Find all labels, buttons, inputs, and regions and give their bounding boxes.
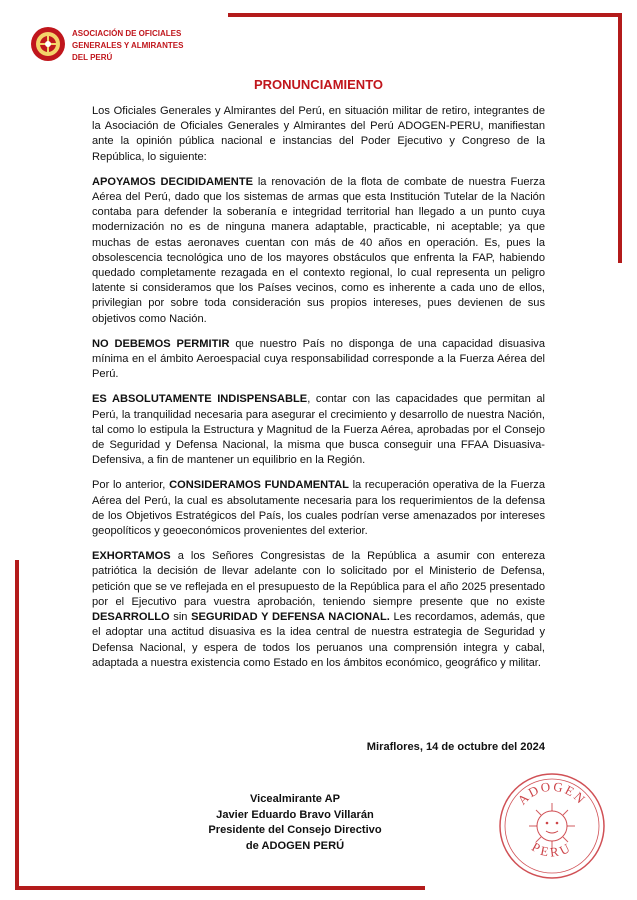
seal-top-text: ADOGEN xyxy=(514,778,590,808)
document-title: PRONUNCIAMIENTO xyxy=(253,77,384,92)
right-border-bar xyxy=(618,13,622,263)
paragraph-emphasis: DESARROLLO xyxy=(92,611,170,624)
paragraph-text: la recuperación operativa de la Fuerza Aérea del Perú, la cual es absolutamente necesaria para los requerimientos de la defensa de los Objetivos Estratégicos del País, los cuales podrían verse amenazados por intereses geopolíticos y geoeconómicos provenientes del exterior. xyxy=(92,479,546,538)
adogen-seal-icon xyxy=(497,771,607,881)
signature-block xyxy=(165,792,425,854)
document-body xyxy=(92,104,545,681)
org-name-line: GENERALES Y ALMIRANTES xyxy=(72,41,184,50)
signer-position: Presidente del Consejo Directivo xyxy=(208,824,382,836)
signer-rank: Vicealmirante AP xyxy=(249,793,341,805)
signer-organization: de ADOGEN PERÚ xyxy=(245,839,345,852)
paragraph-text: Les recordamos, además, que el adoptar una actitud disuasiva es la idea central de nuestra estrategia de Seguridad y Defensa Nacional, y espera de todos los peruanos una comprensión integra y cabal, adaptada a nuestra existencia como Estado en los ámbitos económico, geográfico y militar. xyxy=(92,611,545,669)
adogen-logo-icon xyxy=(30,26,66,62)
top-border-bar xyxy=(228,13,620,17)
paragraph-lead: NO DEBEMOS PERMITIR xyxy=(92,337,230,350)
paragraph-text: Por lo anterior, xyxy=(92,479,170,492)
paragraph-lead: CONSIDERAMOS FUNDAMENTAL xyxy=(169,479,349,492)
paragraph-fundamental xyxy=(92,478,545,539)
document-date: Miraflores, 14 de octubre del 2024 xyxy=(366,741,545,753)
paragraph-indispensable xyxy=(92,392,545,468)
paragraph-text: Los Oficiales Generales y Almirantes del Perú, en situación militar de retiro, integrantes de la Asociación de Oficiales Generales y Almirantes del Perú ADOGEN-PERU, manifiestan ante la opinión pública nacional e instancias del Poder Ejecutivo y Congreso de la República, lo siguiente: xyxy=(92,105,545,163)
paragraph-text: la renovación de la flota de combate de nuestra Fuerza Aérea del Perú, dado que los sistemas de armas que esta Institución Tutelar de la Nación contaba para defender la soberanía e integridad territorial han llegado a un punto cuya modernización no es de ninguna manera adaptable, practicable, ni aceptable; ya que muchas de estas aeronaves cuentan con más de 40 años en operación. Es, pues la obsolescencia tecnológica uno de los mayores obstáculos que enfrenta la FAP, habiendo quedado completamente rezagada en el contexto regional, lo cual representa un peligro latente si consideramos que los Países vecinos, como es inherente a cada uno de ellos, privilegian por sobre toda consideración sus propios intereses, pues devienen de sus objetivos como Nación. xyxy=(92,175,546,325)
paragraph-lead: EXHORTAMOS xyxy=(92,550,171,563)
org-name-line: ASOCIACIÓN DE OFICIALES xyxy=(72,29,182,38)
paragraph-support xyxy=(92,175,545,327)
paragraph-lead: APOYAMOS DECIDIDAMENTE xyxy=(92,175,253,188)
paragraph-lead: ES ABSOLUTAMENTE INDISPENSABLE xyxy=(92,393,308,406)
paragraph-emphasis: SEGURIDAD Y DEFENSA NACIONAL. xyxy=(191,611,390,624)
paragraph-text: que nuestro País no disponga de una capacidad disuasiva mínima en el ámbito Aeroespacial cuya responsabilidad corresponde a la Fuerza Aérea del Perú. xyxy=(92,337,545,381)
paragraph-must-not-allow xyxy=(92,337,545,383)
bottom-border-bar xyxy=(15,886,425,890)
org-name-line: DEL PERÚ xyxy=(72,53,113,62)
paragraph-text: , contar con las capacidades que permitan al Perú, la tranquilidad necesaria para asegurar el crecimiento y desarrollo de nuestra Nación, tal como lo estipula la Estructura y Magnitud de la Fuerza Aérea, aprobadas por el Consejo de Seguridad y Defensa Nacional, la misma que busca conseguir una FFAA Disuasiva-Defensiva, a fin de mantener un equilibrio en la Región. xyxy=(92,393,545,467)
organization-name xyxy=(72,28,212,64)
paragraph-text: sin xyxy=(169,611,192,624)
paragraph-intro xyxy=(92,104,545,165)
paragraph-text: a los Señores Congresistas de la República a asumir con entereza patriótica la decisión de llevar adelante con lo solicitado por el Ministerio de Defensa, petición que se ve reflejada en el presupuesto de la República para el año 2025 presentado por el Ejecutivo para vuestra aprobación, teniendo siempre presente que no existe xyxy=(92,550,545,608)
signer-name: Javier Eduardo Bravo Villarán xyxy=(216,808,374,821)
paragraph-exhort xyxy=(92,549,545,671)
left-border-bar xyxy=(15,560,19,890)
seal-bottom-text: PERU xyxy=(529,839,575,860)
